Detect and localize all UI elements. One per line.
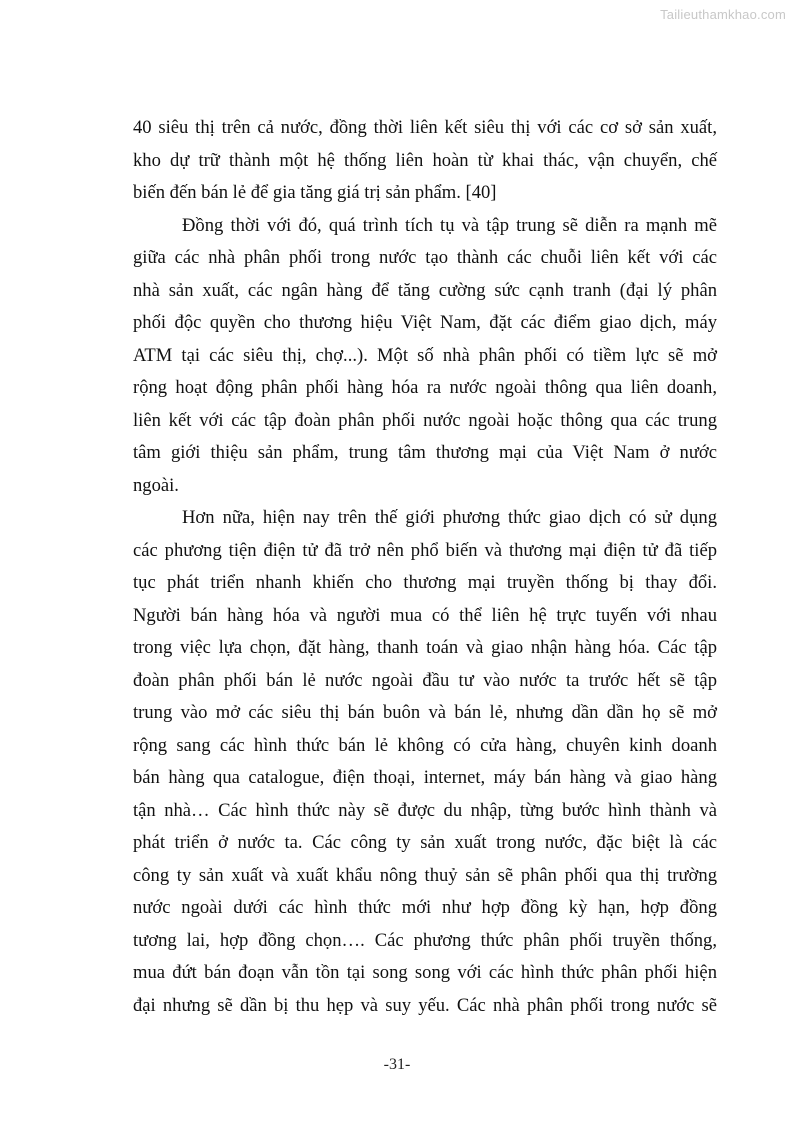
text-line: tận nhà… Các hình thức này sẽ được du nhập, từng bước hình thành và	[133, 799, 717, 821]
text-line: phối độc quyền cho thương hiệu Việt Nam, đặt các điểm giao dịch, máy	[133, 312, 717, 333]
text-line: ATM tại các siêu thị, chợ...). Một số nhà phân phối có tiềm lực sẽ mở	[133, 344, 717, 366]
text-line: trong việc lựa chọn, đặt hàng, thanh toán và giao nhận hàng hóa. Các tập	[133, 637, 717, 658]
text-line: nhà sản xuất, các ngân hàng để tăng cường sức cạnh tranh (đại lý phân	[133, 279, 717, 301]
text-line: nước ngoài dưới các hình thức mới như hợp đồng kỳ hạn, hợp đồng	[133, 897, 717, 918]
text-line: kho dự trữ thành một hệ thống liên hoàn từ khai thác, vận chuyển, chế	[133, 149, 717, 171]
text-line: tâm giới thiệu sản phẩm, trung tâm thương mại của Việt Nam ở nước	[133, 442, 717, 463]
text-line: mua đứt bán đoạn vẫn tồn tại song song với các hình thức phân phối hiện	[133, 962, 717, 983]
text-line: Người bán hàng hóa và người mua có thể liên hệ trực tuyến với nhau	[133, 604, 717, 626]
paragraph-1	[133, 112, 717, 210]
text-line: Hơn nữa, hiện nay trên thế giới phương thức giao dịch có sử dụng	[182, 507, 717, 528]
paragraph-3	[133, 502, 717, 1022]
text-line: Đồng thời với đó, quá trình tích tụ và tập trung sẽ diễn ra mạnh mẽ	[182, 214, 717, 236]
page-number: -31-	[383, 1056, 411, 1073]
text-line: ngoài.	[133, 474, 179, 496]
text-line: tục phát triển nhanh khiến cho thương mại truyền thống bị thay đổi.	[133, 572, 717, 593]
text-line: biến đến bán lẻ để gia tăng giá trị sản phẩm. [40]	[133, 182, 497, 203]
text-line: trung vào mở các siêu thị bán buôn và bán lẻ, nhưng dần dần họ sẽ mở	[133, 702, 717, 723]
text-line: phát triển ở nước ta. Các công ty sản xuất trong nước, đặc biệt là các	[133, 832, 717, 853]
text-line: bán hàng qua catalogue, điện thoại, internet, máy bán hàng và giao hàng	[133, 767, 717, 788]
text-line: 40 siêu thị trên cả nước, đồng thời liên kết siêu thị với các cơ sở sản xuất,	[133, 117, 717, 138]
text-line: đoàn phân phối bán lẻ nước ngoài đầu tư vào nước ta trước hết sẽ tập	[133, 669, 717, 691]
text-line: tương lai, hợp đồng chọn…. Các phương thức phân phối truyền thống,	[133, 929, 717, 951]
text-line: rộng sang các hình thức bán lẻ không có cửa hàng, chuyên kinh doanh	[133, 734, 717, 756]
text-line: giữa các nhà phân phối trong nước tạo thành các chuỗi liên kết với các	[133, 247, 717, 268]
paragraph-2	[133, 210, 717, 503]
text-line: rộng hoạt động phân phối hàng hóa ra nước ngoài thông qua liên doanh,	[133, 377, 717, 398]
text-line: đại nhưng sẽ dần bị thu hẹp và suy yếu. Các nhà phân phối trong nước sẽ	[133, 994, 717, 1016]
page-body	[133, 112, 717, 1022]
text-line: công ty sản xuất và xuất khẩu nông thuỷ sản sẽ phân phối qua thị trường	[133, 864, 717, 886]
text-line: liên kết với các tập đoàn phân phối nước ngoài hoặc thông qua các trung	[133, 409, 717, 431]
text-line: các phương tiện điện tử đã trở nên phổ biến và thương mại điện tử đã tiếp	[133, 539, 717, 561]
watermark: Tailieuthamkhao.com	[660, 7, 786, 22]
